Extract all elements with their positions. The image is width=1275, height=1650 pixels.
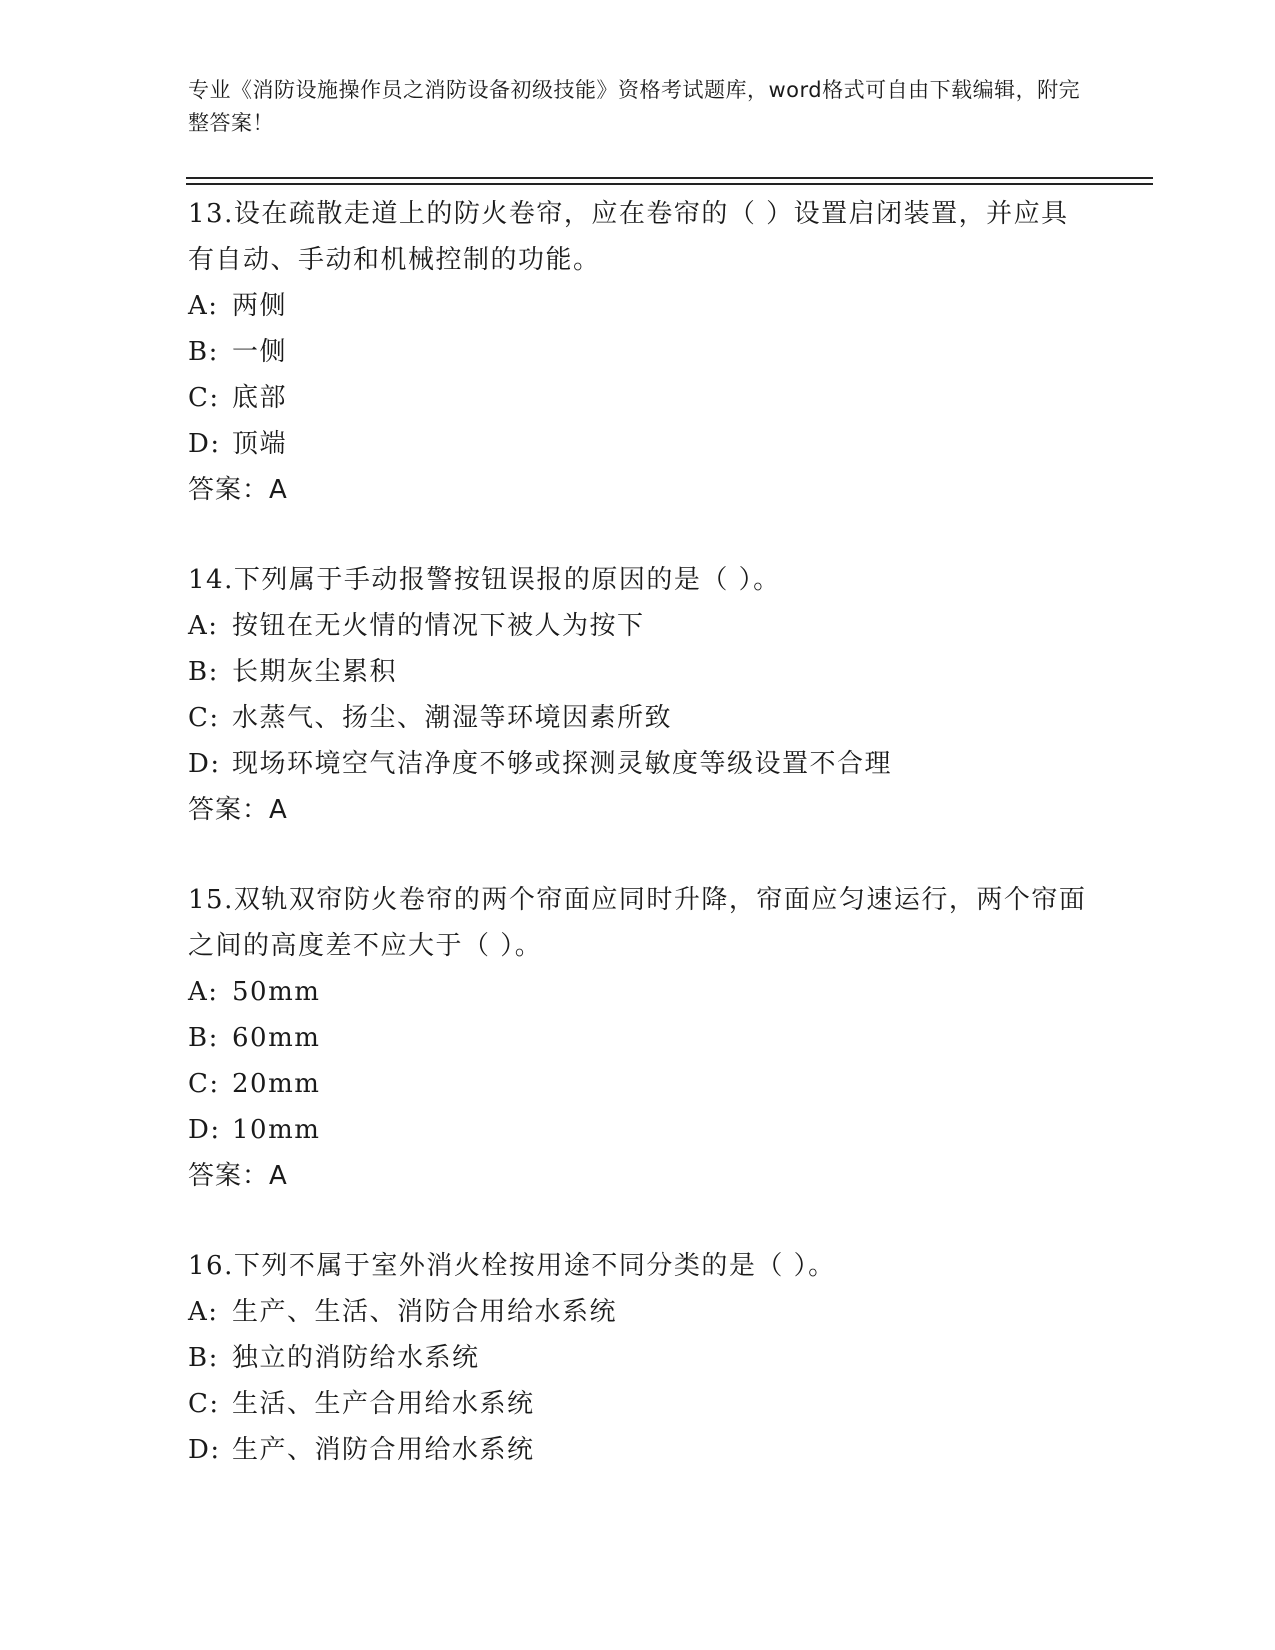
option-b [188,649,1088,695]
question-text: 13.设在疏散走道上的防火卷帘，应在卷帘的（ ）设置启闭装置，并应具有自动、手动和机械控制的功能。 [188,199,1069,275]
option-letter: D: [188,749,221,779]
option-text: 现场环境空气洁净度不够或探测灵敏度等级设置不合理 [232,749,893,779]
option-c [188,695,1088,741]
question-list [188,191,1088,1473]
option-c [188,1061,1088,1107]
option-letter: A: [188,977,219,1007]
option-text: 60mm [232,1023,321,1053]
option-a [188,603,1088,649]
option-a [188,283,1088,329]
option-text: 50mm [232,977,321,1007]
option-c [188,1381,1088,1427]
answer-line: 答案：A [188,475,288,505]
document-header: 专业《消防设施操作员之消防设备初级技能》资格考试题库，word格式可自由下载编辑，附完整答案！ [188,78,1081,135]
option-letter: A: [188,1297,219,1327]
question-text: 16.下列不属于室外消火栓按用途不同分类的是（ ）。 [188,1251,836,1281]
spacer [188,833,1088,877]
option-letter: B: [188,337,219,367]
option-letter: A: [188,291,219,321]
option-letter: C: [188,1069,220,1099]
option-text: 生产、生活、消防合用给水系统 [232,1297,618,1327]
option-text: 两侧 [232,291,288,321]
option-letter: B: [188,657,219,687]
option-text: 生活、生产合用给水系统 [232,1389,535,1419]
option-text: 按钮在无火情的情况下被人为按下 [232,611,645,641]
option-text: 10mm [232,1115,321,1145]
question-text: 14.下列属于手动报警按钮误报的原因的是（ ）。 [188,565,781,595]
option-letter: C: [188,383,220,413]
option-letter: B: [188,1023,219,1053]
option-b [188,1015,1088,1061]
option-letter: C: [188,703,220,733]
header-divider-top [186,177,1153,179]
question-14 [188,557,1088,833]
question-16 [188,1243,1088,1473]
answer-line: 答案：A [188,795,288,825]
answer-line: 答案：A [188,1161,288,1191]
option-text: 20mm [232,1069,321,1099]
option-text: 水蒸气、扬尘、潮湿等环境因素所致 [232,703,673,733]
option-a [188,969,1088,1015]
option-d [188,421,1088,467]
option-d [188,741,1088,787]
header-divider-bottom [186,183,1153,185]
option-a [188,1289,1088,1335]
option-text: 生产、消防合用给水系统 [232,1435,535,1465]
option-d [188,1107,1088,1153]
question-text: 15.双轨双帘防火卷帘的两个帘面应同时升降，帘面应匀速运行，两个帘面之间的高度差不应大于（ ）。 [188,885,1087,961]
option-text: 底部 [232,383,288,413]
option-letter: C: [188,1389,220,1419]
option-text: 一侧 [232,337,288,367]
question-15 [188,877,1088,1199]
option-letter: B: [188,1343,219,1373]
spacer [188,1199,1088,1243]
spacer [188,513,1088,557]
option-c [188,375,1088,421]
option-text: 长期灰尘累积 [232,657,398,687]
option-text: 顶端 [232,429,288,459]
option-b [188,329,1088,375]
question-13 [188,191,1088,513]
option-letter: D: [188,1435,221,1465]
option-text: 独立的消防给水系统 [232,1343,480,1373]
option-letter: D: [188,429,221,459]
option-letter: A: [188,611,219,641]
option-b [188,1335,1088,1381]
option-letter: D: [188,1115,221,1145]
option-d [188,1427,1088,1473]
